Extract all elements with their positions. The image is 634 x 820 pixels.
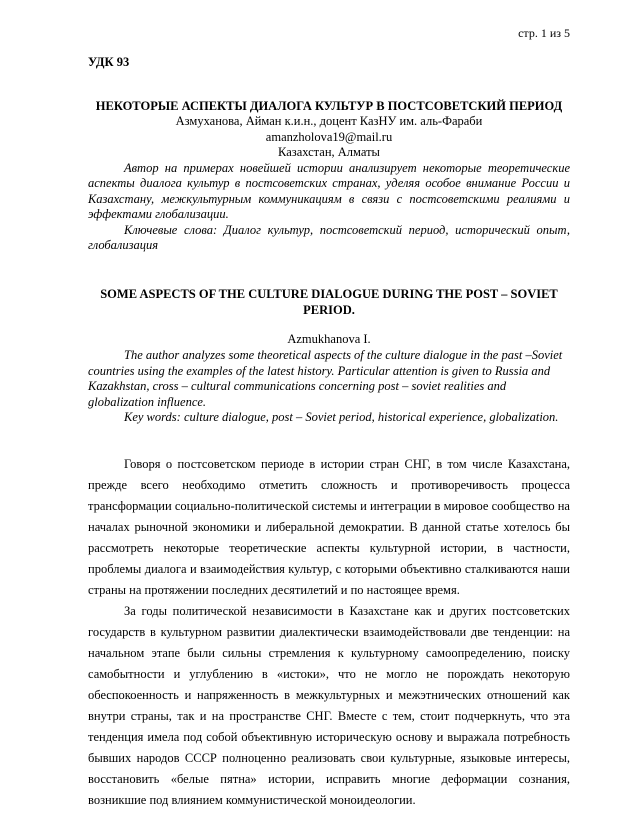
page-indicator: стр. 1 из 5 (518, 26, 570, 40)
article-title-en: SOME ASPECTS OF THE CULTURE DIALOGUE DURING THE POST – SOVIET PERIOD. (100, 286, 558, 317)
author-email: amanzholova19@mail.ru (265, 129, 393, 144)
abstract-ru: Автор на примерах новейшей истории анализирует некоторые теоретические аспекты диалога культур в постсоветских странах, уделяя особое внимание России и Казахстану, межкультурным коммуникациям в связи с постсоветскими реалиями и эффектами глобализации. (88, 160, 570, 221)
body-paragraph: За годы политической независимости в Казахстане как и других постсоветских государств в культурном развитии диалектически взаимодействовали две тенденции: на начальном этапе были сильны стремления к культурному самоопределению, поиску самобытности и углублению в «истоки», что не могло не порождать некоторую обеспокоенность и напряженность в межкультурных и межэтнических отношений как внутри страны, так и на пространстве СНГ. Вместе с тем, стоит подчеркнуть, что эта тенденция имела под собой объективную историческую основу и выражала потребность бывших народов СССР полноценно реализовать свои культурные, языковые интересы, восстановить «белые пятна» истории, исправить многие деформации сознания, возникшие под влиянием коммунистической моноидеологии. (88, 603, 570, 807)
keywords-en: Key words: culture dialogue, post – Soviet period, historical experience, globalization. (124, 410, 559, 424)
article-title-ru: НЕКОТОРЫЕ АСПЕКТЫ ДИАЛОГА КУЛЬТУР В ПОСТСОВЕТСКИЙ ПЕРИОД (95, 99, 563, 113)
body-paragraph: Говоря о постсоветском периоде в истории стран СНГ, в том числе Казахстана, прежде всего необходимо отметить сложность и противоречивость процесса трансформации социально-политической системы и интеграции в мировое сообщество на началах рыночной экономики и либеральной демократии. В данной статье хотелось бы рассмотреть некоторые теоретические аспекты культурной истории, в частности, проблемы диалога и взаимодействия культур, с которыми объективно сталкиваются наши страны на протяжении последних десятилетий и по настоящее время. (88, 456, 570, 597)
udk-code: УДК 93 (88, 55, 130, 69)
author-line-en: Azmukhanova I. (287, 331, 371, 346)
abstract-en: The author analyzes some theoretical aspects of the culture dialogue in the past –Soviet countries using the examples of the latest history. Particular attention is given to Russia and Kazakhstan, cross – cultural communications concerning post – soviet realities and globalization influence. (88, 348, 563, 409)
author-line-ru: Азмуханова, Айман к.и.н., доцент КазНУ им. аль-Фараби (175, 114, 483, 128)
keywords-ru: Ключевые слова: Диалог культур, постсоветский период, исторический опыт, глобализация (88, 222, 570, 252)
author-location: Казахстан, Алматы (278, 145, 380, 159)
